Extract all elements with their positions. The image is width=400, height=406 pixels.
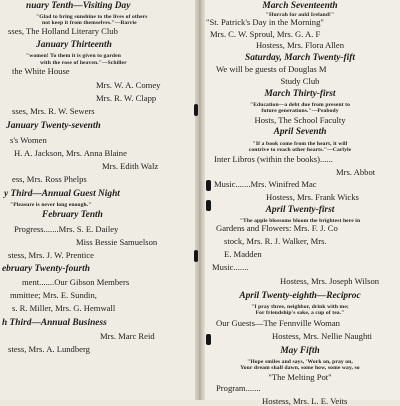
left-page-line: with the rose of heaven."—Schiller [40, 60, 127, 66]
left-page [0, 0, 197, 400]
right-page-line: Music.......Mrs. Winifred Mac [214, 179, 317, 189]
right-page-line: future generations."—Peabody [261, 108, 339, 114]
left-page-line: Mrs. W. A. Comey [96, 80, 161, 90]
right-page-line: "The apple blossoms bloom the brightest here in [239, 218, 361, 224]
left-page-line: h Third—Annual Business [2, 318, 107, 328]
right-page-line: "Education—a debt due from present to [250, 102, 350, 108]
left-page-line: January Thirteenth [36, 40, 112, 50]
right-page-line: "The Melting Pot" [268, 372, 332, 382]
right-page-line: Hostess, Mrs. Nellie Naughti [272, 331, 373, 341]
right-page-line: Mrs. Abbot [336, 167, 376, 177]
right-page-line: Music....... [212, 262, 249, 272]
right-page-line: Our Guests—The Fennville Woman [216, 318, 340, 328]
left-page-line: not keep it from themselves."—Barrie [42, 20, 137, 26]
right-page-line: April Seventh [273, 127, 327, 137]
left-page-line: the White House [12, 66, 70, 76]
right-page-line: Hosts, The School Faculty [254, 115, 346, 125]
right-page-line: April Twenty-eighth—Reciproc [239, 291, 361, 301]
right-page-line: Your dream shall dawn, some how, some way, so [240, 365, 360, 371]
left-page-line: January Twenty-seventh [6, 121, 101, 131]
right-page-line: Inter Libros (within the books)...... [214, 154, 333, 164]
binding-hole [206, 180, 211, 191]
left-page-line: nuary Tenth—Visiting Day [26, 1, 131, 11]
right-page-line: April Twenty-first [265, 205, 335, 215]
right-page-line: Hostess, Mrs. Joseph Wilson [280, 276, 380, 286]
binding-hole [194, 104, 198, 116]
right-page-line: Hostess, Mrs. Frank Wicks [266, 192, 359, 202]
right-page-line: Gardens and Flowers: Mrs. F. J. Co [216, 223, 338, 233]
left-page-line: stess, Mrs. J. W. Prentice [8, 250, 94, 260]
right-page-line: We will be guests of Douglas M [216, 64, 327, 74]
right-page-line: March Thirty-first [264, 89, 336, 99]
left-page-line: ment.......Our Gibson Members [22, 277, 130, 287]
right-page-line: "St. Patrick's Day in the Morning" [206, 17, 324, 27]
left-page-line: Mrs. Marc Reid [100, 331, 155, 341]
left-page-line: Progress.......Mrs. S. E. Dailey [14, 224, 119, 234]
left-page-line: sses, Mrs. R. W. Sewers [12, 106, 95, 116]
left-page-line: ess, Mrs. Ross Phelps [12, 174, 87, 184]
right-page-line: E. Madden [224, 249, 262, 259]
left-page-line: February Tenth [42, 210, 103, 220]
right-page-line: Program....... [216, 383, 261, 393]
right-page-line: stock, Mrs. R. J. Walker, Mrs. [224, 236, 327, 246]
right-page-line: May Fifth [280, 346, 320, 356]
left-page-line: s's Women [10, 135, 47, 145]
right-page-line: "I pray three, neighbor, drink with me; [251, 304, 349, 310]
right-page-line: Mrs. C. W. Sproul, Mrs. G. A. F [210, 29, 321, 39]
left-page-line: sses, The Holland Literary Club [8, 26, 118, 36]
left-page-line: mmittee; Mrs. E. Sundin, [10, 290, 97, 300]
page-gutter [195, 0, 205, 400]
binding-hole [206, 200, 211, 211]
left-page-line: Mrs. R. W. Clapp [96, 93, 157, 103]
left-page-line: Miss Bessie Samuelson [76, 237, 158, 247]
right-page [200, 0, 400, 406]
right-page-line: "Hope smiles and says, 'Work on, pray on, [247, 359, 353, 365]
right-page-line: "Hurrah for auld Ireland!" [265, 12, 335, 18]
right-page-line: contrive to reach other hearts."—Carlyle [248, 147, 352, 153]
left-page-line: Mrs. Edith Walz [102, 161, 159, 171]
right-page-line: Hostess, Mrs. L. E. Veits [262, 396, 348, 406]
left-page-line: "women! To them it is given to garden [26, 53, 121, 59]
right-page-line: Hostess, Mrs. Flora Allen [255, 40, 345, 50]
right-page-line: Saturday, March Twenty-fift [245, 53, 355, 63]
binding-hole [206, 334, 211, 345]
left-page-line: s. R. Miller, Mrs. G. Hemwall [12, 303, 116, 313]
left-page-line: ebruary Twenty-fourth [2, 264, 90, 274]
binding-hole [194, 250, 198, 262]
left-page-line: "Glad to bring sunshine to the lives of others [36, 14, 148, 20]
left-page-line: H. A. Jackson, Mrs. Anna Blaine [14, 148, 127, 158]
right-page-line: "If a book come from the heart, it will [252, 141, 348, 147]
right-page-line: Study Club [280, 76, 320, 86]
left-page-line: stess, Mrs. A. Lundberg [8, 344, 90, 354]
left-page-line: "Pleasure is never long enough." [10, 202, 92, 208]
right-page-line: For friendship's sake, a cup of tea." [255, 310, 345, 316]
left-page-line: y Third—Annual Guest Night [4, 189, 120, 199]
right-page-line: March Seventeenth [262, 1, 338, 11]
